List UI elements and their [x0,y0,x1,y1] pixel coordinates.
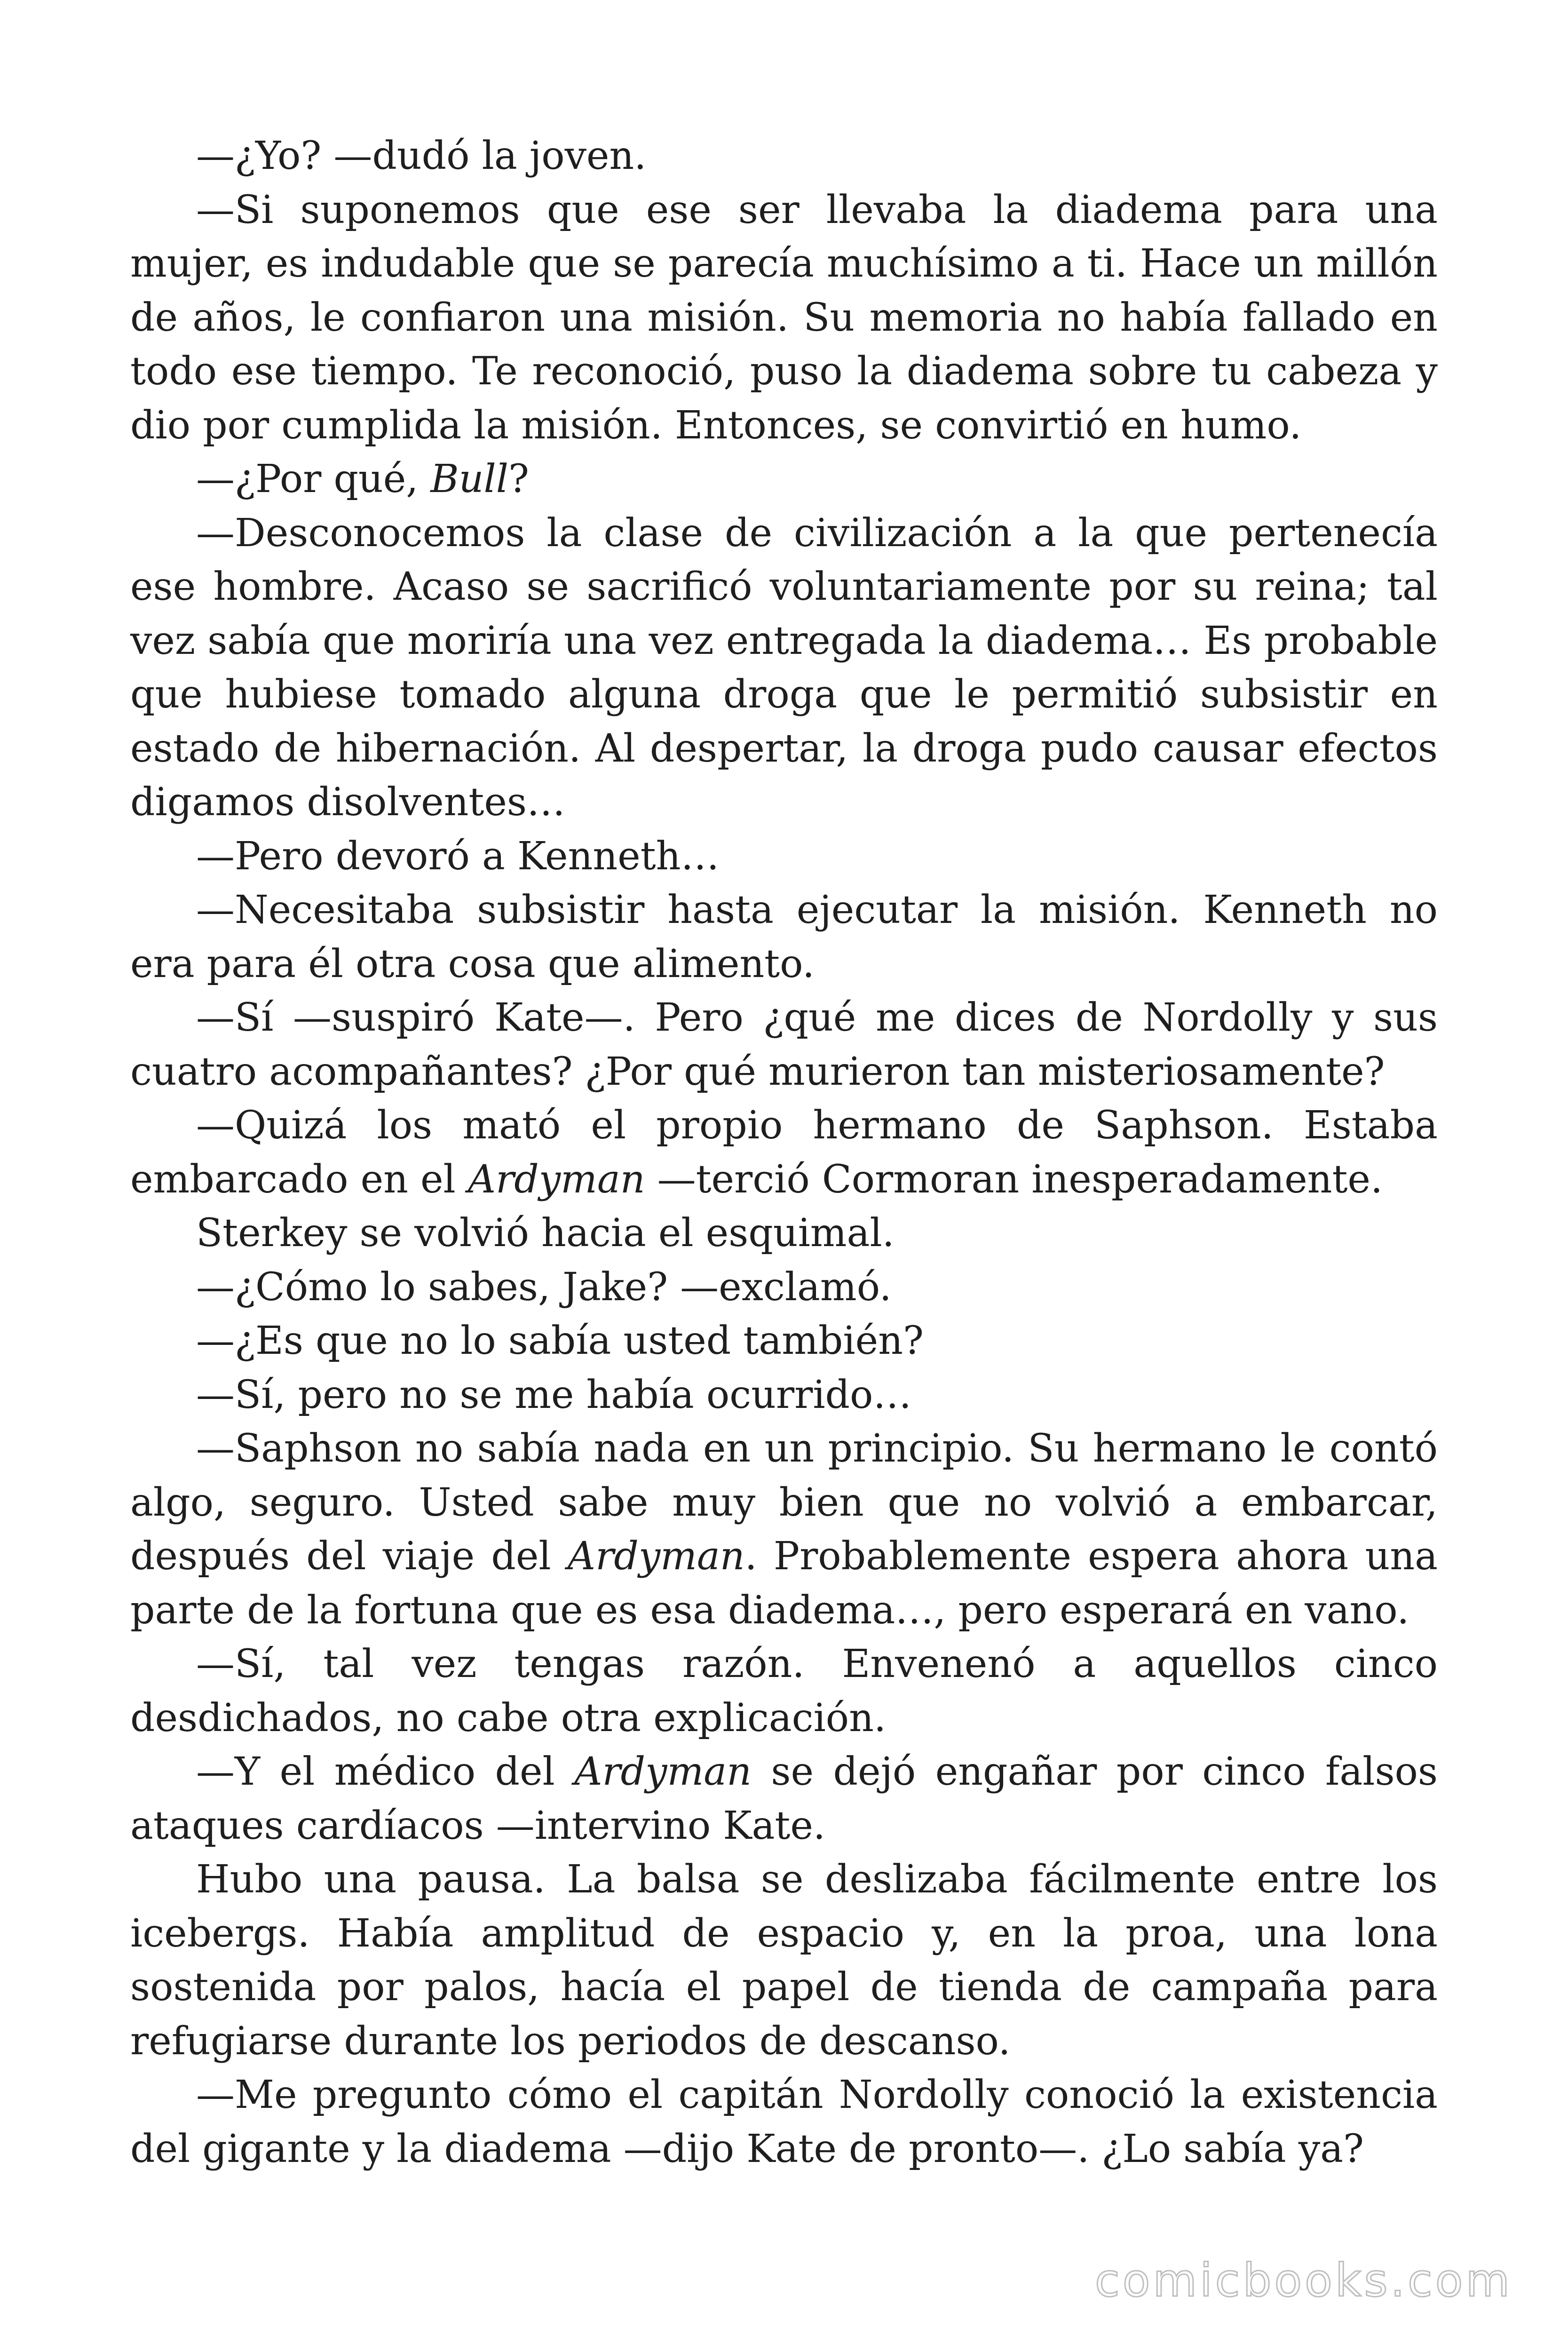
paragraph: —Desconocemos la clase de civilización a la que pertenecía ese hombre. Acaso se sacrificó voluntariamente por su reina; tal vez sabía que moriría una vez entregada la diadema… Es probable que hubiese tomado alguna droga que le permitió subsistir en estado de hibernación. Al despertar, la droga pudo causar efectos digamos disolventes… [130,510,1438,825]
page-body [130,129,1438,2176]
text-run: —Y el médico del [196,1749,575,1794]
text-run: —Quizá los mató el propio hermano de Saphson. Estaba embarcado en el [130,1103,1438,1202]
paragraph: Hubo una pausa. La balsa se deslizaba fácilmente entre los icebergs. Había amplitud de espacio y, en la proa, una lona sostenida por palos, hacía el papel de tienda de campaña para refugiarse durante los periodos de descanso. [130,1857,1438,2064]
italic-ship-name: Ardyman [574,1749,752,1794]
paragraph: —¿Cómo lo sabes, Jake? —exclamó. [196,1264,892,1310]
watermark: comicbooks.com [1094,2254,1513,2307]
paragraph [130,1422,1438,1637]
text-run: —Saphson no sabía nada en un principio. Su hermano le contó algo, seguro. Usted sabe muy bien que no volvió a embarcar, después del viaje del [130,1426,1438,1579]
text-run: —terció Cormoran inesperadamente. [645,1157,1383,1202]
text-run: . Probablemente espera ahora una parte de la fortuna que es esa diadema…, pero esperará en vano. [130,1534,1438,1633]
paragraph: —Necesitaba subsistir hasta ejecutar la misión. Kenneth no era para él otra cosa que alimento. [130,888,1438,986]
paragraph: —Sí, tal vez tengas razón. Envenenó a aquellos cinco desdichados, no cabe otra explicación. [130,1642,1438,1740]
italic-ship-name: Ardyman [467,1157,645,1202]
paragraph: —Si suponemos que ese ser llevaba la diadema para una mujer, es indudable que se parecía muchísimo a ti. Hace un millón de años, le confiaron una misión. Su memoria no había fallado en todo ese tiempo. Te reconoció, puso la diadema sobre tu cabeza y dio por cumplida la misión. Entonces, se convirtió en humo. [130,187,1438,448]
text-run: ? [508,457,529,501]
paragraph: Sterkey se volvió hacia el esquimal. [196,1211,895,1255]
italic-ship-name: Ardyman [567,1534,745,1579]
paragraph: —Sí, pero no se me había ocurrido… [196,1372,912,1417]
paragraph: —Sí —suspiró Kate—. Pero ¿qué me dices de Nordolly y sus cuatro acompañantes? ¿Por qué murieron tan misteriosamente? [130,995,1438,1094]
paragraph [130,1745,1438,1853]
italic-name: Bull [430,457,508,501]
paragraph: —Me pregunto cómo el capitán Nordolly conoció la existencia del gigante y la diadema —dijo Kate de pronto—. ¿Lo sabía ya? [130,2073,1438,2171]
paragraph: —¿Es que no lo sabía usted también? [196,1319,924,1363]
paragraph [130,1099,1438,1207]
text-run: —¿Por qué, [196,457,431,501]
paragraph: —¿Yo? —dudó la joven. [196,134,647,178]
paragraph [130,453,1438,507]
text-run: se dejó engañar por cinco falsos ataques cardíacos —intervino Kate. [130,1749,1438,1848]
paragraph: —Pero devoró a Kenneth… [196,834,720,879]
